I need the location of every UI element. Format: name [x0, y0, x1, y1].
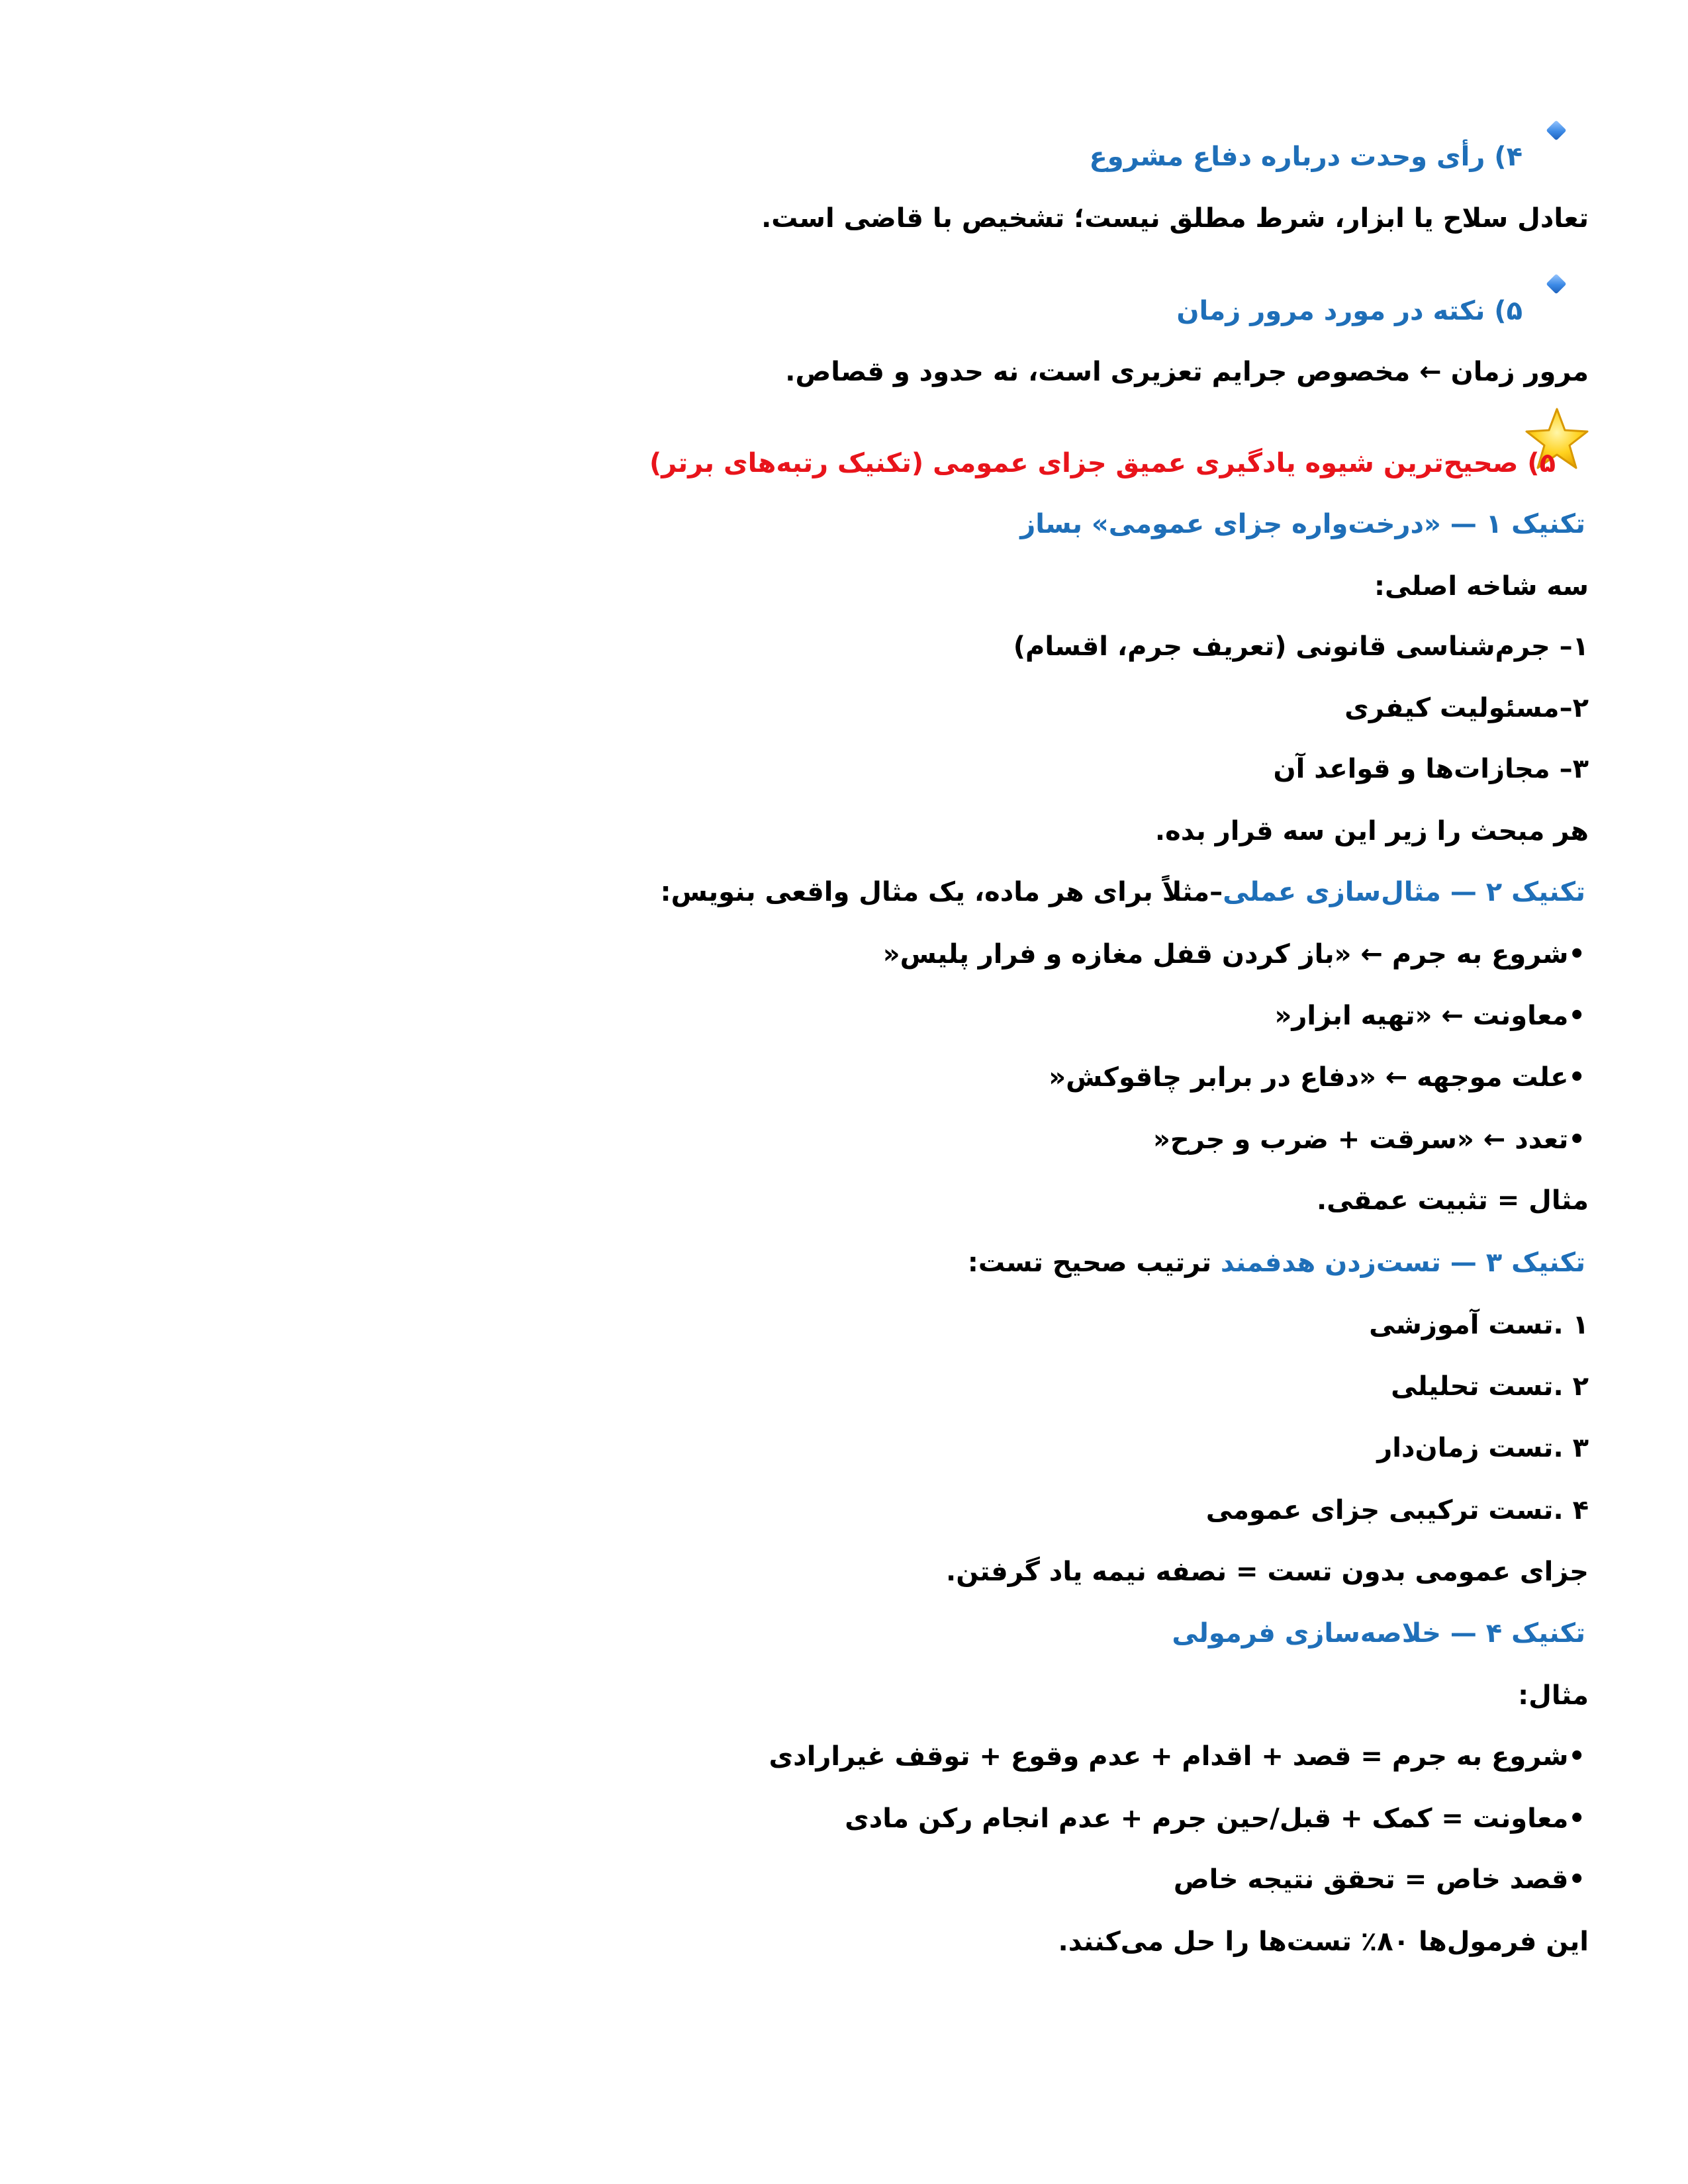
section-4-heading: ۴) رأی وحدت درباره دفاع مشروع [1089, 142, 1523, 172]
technique-1-title: تکنیک ۱ — «درخت‌واره جزای عمومی» بساز [1020, 509, 1585, 539]
technique-2-item-4: •تعدد ← «سرقت + ضرب و جرح« [1153, 1124, 1585, 1155]
technique-4-item-3: •قصد خاص = تحقق نتیجه خاص [1173, 1864, 1585, 1895]
technique-3-item-4: ۴ .تست ترکیبی جزای عمومی [1205, 1495, 1589, 1525]
technique-3-title: تکنیک ۳ — تست‌زدن هدفمند [1220, 1248, 1585, 1278]
technique-2-item-1: •شروع به جرم ← «باز کردن قفل مغازه و فرار پلیس« [882, 939, 1585, 970]
technique-4-item-2: •معاونت = کمک + قبل/حین جرم + عدم انجام رکن مادی [845, 1803, 1585, 1834]
technique-1-item-3: ۳– مجازات‌ها و قواعد آن [1273, 754, 1589, 784]
technique-4-item-1: •شروع به جرم = قصد + اقدام + عدم وقوع + توقف غیرارادی [769, 1741, 1585, 1772]
technique-1-intro: سه شاخه اصلی: [1374, 571, 1589, 602]
technique-4-intro: مثال: [1518, 1680, 1589, 1711]
technique-2-line [96, 871, 1585, 913]
technique-3-note: جزای عمومی بدون تست = نصفه نیمه یاد گرفتن. [946, 1557, 1589, 1587]
technique-1-note: هر مبحث را زیر این سه قرار بده. [1154, 816, 1589, 846]
technique-2-desc: –مثلاً برای هر ماده، یک مثال واقعی بنویس: [660, 877, 1223, 907]
section-5-heading: ۵) نکته در مورد مرور زمان [1176, 296, 1523, 326]
technique-3-item-1: ۱ .تست آموزشی [1369, 1310, 1589, 1340]
section-4-body: تعادل سلاح یا ابزار، شرط مطلق نیست؛ تشخیص با قاضی است. [761, 203, 1589, 234]
technique-3-item-2: ۲ .تست تحلیلی [1391, 1371, 1589, 1402]
technique-2-item-3: •علت موجهه ← «دفاع در برابر چاقوکش« [1049, 1062, 1585, 1093]
section-5-body: مرور زمان ← مخصوص جرایم تعزیری است، نه حدود و قصاص. [785, 357, 1589, 387]
technique-2-note: مثال = تثبیت عمقی. [1316, 1185, 1589, 1216]
diamond-bullet-icon [1546, 120, 1566, 140]
technique-2-title: تکنیک ۲ — مثال‌سازی عملی [1223, 877, 1585, 907]
section-5b-heading: ۵) صحیح‌ترین شیوه یادگیری عمیق جزای عمومی (تکنیک رتبه‌های برتر) [649, 448, 1556, 478]
technique-4-title: تکنیک ۴ — خلاصه‌سازی فرمولی [1172, 1618, 1585, 1649]
technique-3-line [96, 1242, 1585, 1284]
technique-1-item-2: ۲–مسئولیت کیفری [1344, 693, 1589, 723]
technique-1-item-1: ۱– جرم‌شناسی قانونی (تعریف جرم، اقسام) [1013, 631, 1589, 662]
technique-3-item-3: ۳ .تست زمان‌دار [1377, 1433, 1589, 1463]
technique-3-desc: ترتیب صحیح تست: [967, 1248, 1221, 1278]
technique-4-note: این فرمول‌ها ۸۰٪ تست‌ها را حل می‌کنند. [1058, 1927, 1589, 1957]
diamond-bullet-icon [1546, 273, 1566, 294]
technique-2-item-2: •معاونت ← «تهیه ابزار« [1274, 1001, 1585, 1031]
